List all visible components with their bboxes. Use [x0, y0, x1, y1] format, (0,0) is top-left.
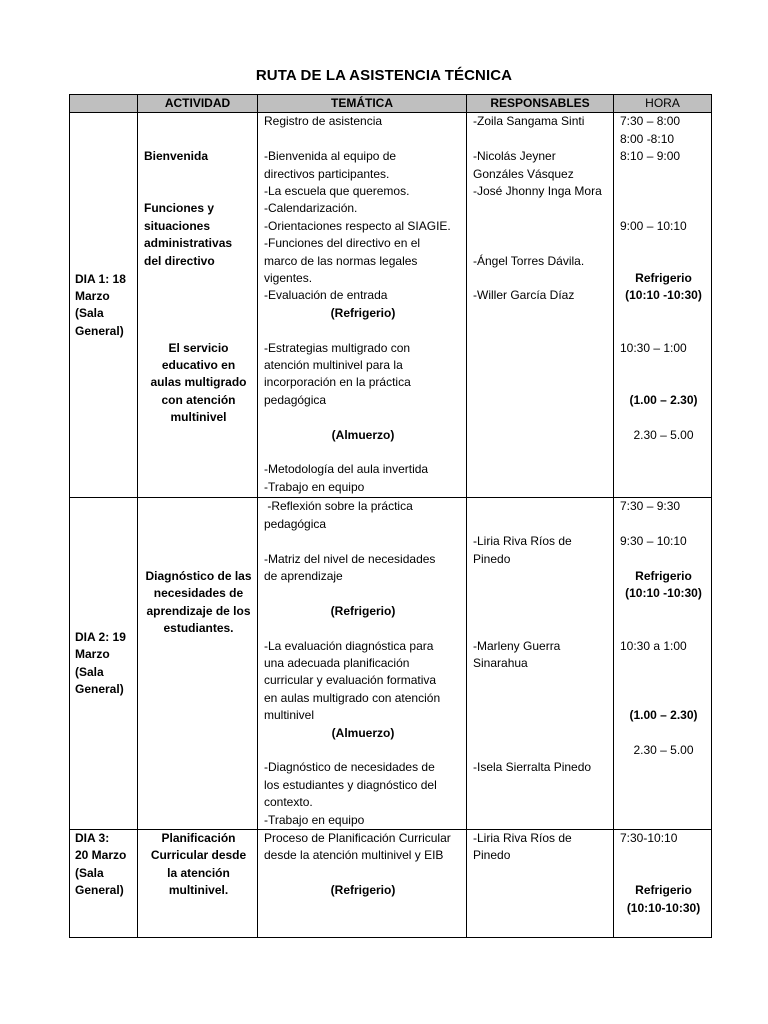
cell-line: Planificación	[161, 831, 236, 846]
day2-actividad-cell	[138, 498, 258, 830]
cell-line	[620, 235, 707, 252]
cell-line	[264, 620, 462, 637]
cell-line: 7:30 – 9:30	[620, 499, 681, 514]
cell-line	[264, 533, 462, 550]
cell-line: 2.30 – 5.00	[633, 742, 694, 757]
schedule-table	[69, 94, 712, 938]
cell-line: Sinarahua	[473, 655, 528, 670]
cell-line: 10:30 a 1:00	[620, 638, 687, 653]
cell-line	[620, 253, 707, 270]
cell-line: -Liria Riva Ríos de	[473, 534, 572, 549]
cell-line	[620, 865, 707, 882]
cell-line	[620, 409, 707, 426]
cell-line: -Nicolás Jeyner	[473, 149, 556, 164]
day2-row	[70, 498, 712, 830]
cell-line: pedagógica	[264, 516, 327, 531]
cell-line	[144, 305, 253, 322]
cell-line	[473, 585, 609, 602]
cell-line: -Reflexión sobre la práctica	[264, 499, 413, 514]
cell-line: educativo en	[161, 357, 236, 372]
day-line: DIA 2: 19	[75, 629, 126, 644]
cell-line: (1.00 – 2.30)	[629, 392, 698, 407]
cell-line	[264, 865, 462, 882]
header-tematica: TEMÁTICA	[258, 95, 467, 113]
cell-line: 7:30 – 8:00	[620, 114, 681, 129]
day-line: General)	[75, 883, 124, 898]
cell-line: -La escuela que queremos.	[264, 184, 410, 199]
day3-row	[70, 830, 712, 938]
cell-line: Curricular desde	[150, 848, 247, 863]
cell-line: contexto.	[264, 795, 313, 810]
cell-line	[144, 183, 253, 200]
cell-line	[144, 551, 253, 568]
cell-line: -Evaluación de entrada	[264, 288, 388, 303]
day-line: General)	[75, 682, 124, 697]
day-line: (Sala	[75, 664, 104, 679]
cell-line	[620, 847, 707, 864]
cell-line: (Refrigerio)	[330, 305, 396, 320]
cell-line: Diagnóstico de las	[145, 568, 252, 583]
header-row	[70, 95, 712, 113]
cell-line: -Liria Riva Ríos de	[473, 831, 572, 846]
cell-line: Refrigerio	[635, 883, 692, 898]
cell-line: (Almuerzo)	[331, 427, 395, 442]
cell-line: 8:10 – 9:00	[620, 149, 681, 164]
cell-line	[473, 603, 609, 620]
cell-line: pedagógica	[264, 392, 327, 407]
cell-line: una adecuada planificación	[264, 656, 410, 671]
cell-line	[620, 603, 707, 620]
cell-line: 8:00 -8:10	[620, 131, 675, 146]
cell-line: (Refrigerio)	[330, 603, 396, 618]
cell-line	[144, 533, 253, 550]
day3-responsables-cell	[467, 830, 614, 938]
cell-line: estudiantes.	[163, 621, 234, 636]
day3-hora-cell	[614, 830, 712, 938]
cell-line	[264, 585, 462, 602]
cell-line	[473, 568, 609, 585]
cell-line: El servicio	[168, 340, 229, 355]
cell-line	[144, 498, 253, 515]
cell-line: administrativas	[144, 236, 233, 251]
cell-line: multinivel	[170, 410, 227, 425]
header-actividad: ACTIVIDAD	[138, 95, 258, 113]
day-line: 20 Marzo	[75, 848, 127, 863]
cell-line	[473, 498, 609, 515]
cell-line: en aulas multigrado con atención	[264, 690, 441, 705]
day3-tematica-cell	[258, 830, 467, 938]
cell-line	[473, 131, 609, 148]
cell-line	[144, 270, 253, 287]
cell-line	[620, 166, 707, 183]
day-line: (Sala	[75, 306, 104, 321]
day1-day-cell	[70, 113, 138, 498]
cell-line: -Estrategias multigrado con	[264, 340, 411, 355]
cell-line	[473, 200, 609, 217]
cell-line	[264, 742, 462, 759]
cell-line	[264, 409, 462, 426]
cell-line	[144, 166, 253, 183]
cell-line	[473, 270, 609, 287]
cell-line: Registro de asistencia	[264, 114, 383, 129]
day-line: DIA 1: 18	[75, 271, 126, 286]
cell-line: Bienvenida	[144, 149, 209, 164]
cell-line	[144, 322, 253, 339]
day1-tematica-cell	[258, 113, 467, 498]
cell-line: 2.30 – 5.00	[633, 427, 694, 442]
cell-line	[473, 725, 609, 742]
cell-line: -Matriz del nivel de necesidades	[264, 551, 436, 566]
cell-line: (Almuerzo)	[331, 725, 395, 740]
cell-line: los estudiantes y diagnóstico del	[264, 777, 437, 792]
cell-line: Refrigerio	[635, 569, 692, 583]
cell-line: 7:30-10:10	[620, 831, 678, 846]
cell-line: -Diagnóstico de necesidades de	[264, 760, 435, 775]
cell-line	[620, 655, 707, 672]
cell-line	[473, 620, 609, 637]
cell-line	[264, 131, 462, 148]
day-line: (Sala	[75, 865, 104, 880]
day1-responsables-cell	[467, 113, 614, 498]
cell-line: desde la atención multinivel y EIB	[264, 848, 444, 863]
cell-line	[620, 690, 707, 707]
cell-line: 9:00 – 10:10	[620, 218, 687, 233]
day-line: Marzo	[75, 289, 110, 303]
cell-line: -Bienvenida al equipo de	[264, 149, 397, 164]
cell-line: Pinedo	[473, 848, 511, 863]
cell-line: Pinedo	[473, 551, 511, 566]
cell-line: aulas multigrado	[150, 375, 247, 390]
day1-hora-cell	[614, 113, 712, 498]
cell-line	[620, 551, 707, 568]
cell-line: -Trabajo en equipo	[264, 812, 365, 827]
cell-line: necesidades de	[153, 586, 244, 601]
cell-line	[264, 444, 462, 461]
cell-line: -Trabajo en equipo	[264, 479, 365, 494]
cell-line: 9:30 – 10:10	[620, 534, 687, 549]
cell-line	[473, 235, 609, 252]
cell-line: del directivo	[144, 253, 215, 268]
cell-line: -Willer García Díaz	[473, 288, 575, 303]
cell-line: directivos participantes.	[264, 166, 390, 181]
day-line: Marzo	[75, 647, 110, 662]
cell-line: con atención	[161, 392, 236, 407]
cell-line: situaciones	[144, 218, 211, 233]
cell-line	[144, 131, 253, 148]
cell-line: (10:10 -10:30)	[625, 288, 702, 303]
cell-line: -Calendarización.	[264, 201, 358, 216]
day-line: DIA 3:	[75, 831, 110, 846]
day1-actividad-cell	[138, 113, 258, 498]
cell-line	[473, 218, 609, 235]
cell-line	[620, 516, 707, 533]
cell-line	[144, 516, 253, 533]
cell-line	[473, 707, 609, 724]
cell-line: atención multinivel para la	[264, 358, 403, 373]
cell-line: (10:10-10:30)	[626, 900, 701, 915]
cell-line	[620, 357, 707, 374]
cell-line: (1.00 – 2.30)	[629, 708, 698, 723]
cell-line	[620, 183, 707, 200]
day3-actividad-cell	[138, 830, 258, 938]
cell-line: aprendizaje de los	[146, 603, 251, 618]
cell-line	[144, 287, 253, 304]
cell-line	[473, 690, 609, 707]
cell-line	[620, 725, 707, 742]
cell-line: la atención	[167, 865, 230, 880]
cell-line	[620, 374, 707, 391]
cell-line	[620, 200, 707, 217]
day2-tematica-cell	[258, 498, 467, 830]
cell-line: multinivel.	[168, 883, 229, 898]
cell-line	[473, 672, 609, 689]
cell-line	[473, 516, 609, 533]
day1-row	[70, 113, 712, 498]
cell-line: -José Jhonny Inga Mora	[473, 184, 602, 199]
cell-line: -Funciones del directivo en el	[264, 236, 421, 251]
day3-day-cell	[70, 830, 138, 938]
day2-day-cell	[70, 498, 138, 830]
cell-line	[620, 305, 707, 322]
page-title: RUTA DE LA ASISTENCIA TÉCNICA	[255, 67, 513, 84]
cell-line: marco de las normas legales	[264, 253, 418, 268]
cell-line: -Marleny Guerra	[473, 638, 561, 653]
cell-line	[473, 742, 609, 759]
header-blank	[70, 95, 138, 113]
cell-line: -Isela Sierralta Pinedo	[473, 760, 592, 775]
cell-line: de aprendizaje	[264, 569, 343, 584]
cell-line: (Refrigerio)	[330, 883, 396, 898]
day-line: General)	[75, 323, 124, 338]
header-hora: HORA	[614, 95, 712, 113]
cell-line: -Metodología del aula invertida	[264, 462, 429, 477]
cell-line	[264, 322, 462, 339]
cell-line: Funciones y	[144, 201, 215, 216]
cell-line: incorporación en la práctica	[264, 375, 411, 390]
cell-line	[620, 322, 707, 339]
cell-line	[620, 672, 707, 689]
cell-line: -Ángel Torres Dávila.	[473, 253, 585, 268]
cell-line: curricular y evaluación formativa	[264, 673, 437, 688]
cell-line: (10:10 -10:30)	[625, 586, 702, 601]
cell-line: multinivel	[264, 708, 315, 723]
cell-line	[144, 113, 253, 130]
cell-line: vigentes.	[264, 271, 313, 286]
day2-hora-cell	[614, 498, 712, 830]
cell-line: -Zoila Sangama Sinti	[473, 114, 585, 129]
cell-line	[620, 620, 707, 637]
cell-line: Gonzáles Vásquez	[473, 166, 574, 181]
cell-line: Refrigerio	[635, 270, 692, 285]
cell-line: 10:30 – 1:00	[620, 340, 687, 355]
day2-responsables-cell	[467, 498, 614, 830]
cell-line: Proceso de Planificación Curricular	[264, 831, 451, 846]
header-responsables: RESPONSABLES	[467, 95, 614, 113]
cell-line: -La evaluación diagnóstica para	[264, 638, 434, 653]
cell-line: -Orientaciones respecto al SIAGIE.	[264, 218, 451, 233]
